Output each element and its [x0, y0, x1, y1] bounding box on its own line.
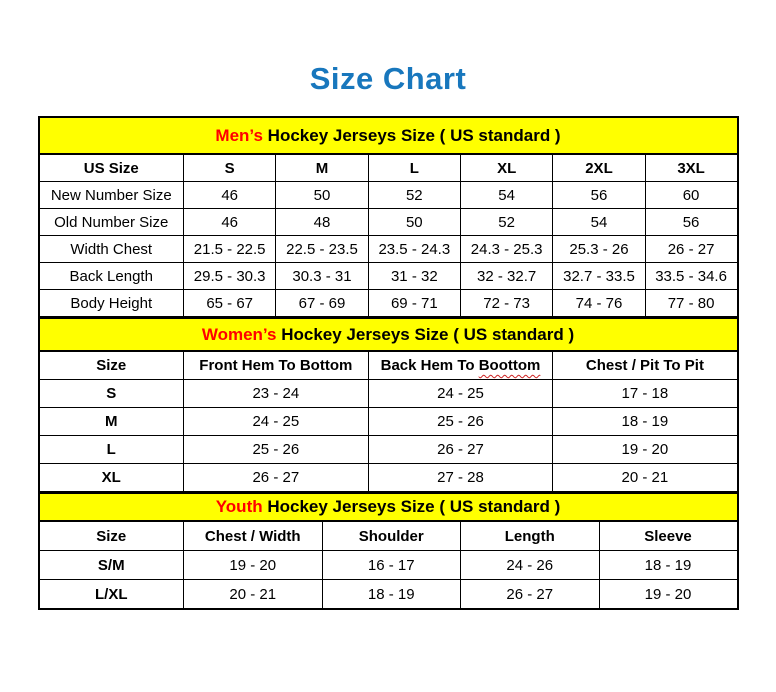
table-cell: 16 - 17 [322, 551, 461, 580]
table-row [39, 408, 738, 436]
column-header [553, 351, 738, 380]
column-header [276, 154, 368, 182]
table-cell: 33.5 - 34.6 [645, 263, 737, 290]
column-header-row [39, 521, 738, 551]
column-header [39, 351, 184, 380]
table-row [39, 464, 738, 493]
column-header-label: Front Hem To Bottom [199, 357, 353, 375]
table-cell: 21.5 - 22.5 [184, 236, 276, 263]
table-row [39, 236, 738, 263]
column-header [368, 351, 553, 380]
table-cell: 52 [368, 182, 460, 209]
column-header-label: Chest / Pit To Pit [585, 357, 704, 375]
column-header-label: US Size [83, 159, 139, 177]
table-cell: 69 - 71 [368, 290, 460, 318]
table-cell: 30.3 - 31 [276, 263, 368, 290]
table-cell: 24 - 25 [184, 408, 369, 436]
section-header [39, 117, 738, 154]
row-label: XL [39, 464, 184, 493]
column-header [599, 521, 738, 551]
table-row [39, 551, 738, 580]
table-cell: 24.3 - 25.3 [460, 236, 552, 263]
table-cell: 50 [276, 182, 368, 209]
column-header [322, 521, 461, 551]
column-header [461, 521, 600, 551]
table-cell: 60 [645, 182, 737, 209]
section-title-highlight: Youth [215, 497, 263, 517]
column-header-label: 2XL [585, 159, 613, 177]
table-cell: 26 - 27 [645, 236, 737, 263]
column-header-row [39, 351, 738, 380]
table-cell: 46 [184, 182, 276, 209]
row-label: Back Length [39, 263, 184, 290]
table-cell: 20 - 21 [553, 464, 738, 493]
column-header-label: M [315, 159, 329, 177]
row-label: S/M [39, 551, 184, 580]
table-cell: 31 - 32 [368, 263, 460, 290]
section-header-row [39, 493, 738, 521]
section-header-row [39, 318, 738, 351]
table-cell: 32.7 - 33.5 [553, 263, 645, 290]
size-chart-tables [38, 116, 739, 610]
table-cell: 19 - 20 [553, 436, 738, 464]
column-header-label: S [224, 159, 235, 177]
table-row [39, 263, 738, 290]
table-cell: 29.5 - 30.3 [184, 263, 276, 290]
table-row [39, 290, 738, 318]
table-cell: 72 - 73 [460, 290, 552, 318]
column-header [184, 521, 323, 551]
column-header [184, 351, 369, 380]
row-label: Width Chest [39, 236, 184, 263]
section-header [39, 318, 738, 351]
table-cell: 52 [460, 209, 552, 236]
column-header [184, 154, 276, 182]
column-header [368, 154, 460, 182]
table-row [39, 436, 738, 464]
table-cell: 18 - 19 [322, 580, 461, 610]
table-cell: 65 - 67 [184, 290, 276, 318]
table-cell: 22.5 - 23.5 [276, 236, 368, 263]
table-row [39, 380, 738, 408]
column-header-label: Size [96, 357, 127, 375]
table-cell: 48 [276, 209, 368, 236]
table-cell: 27 - 28 [368, 464, 553, 493]
table-cell: 25.3 - 26 [553, 236, 645, 263]
table-cell: 56 [553, 182, 645, 209]
table-cell: 25 - 26 [184, 436, 369, 464]
section-header [39, 493, 738, 521]
table-cell: 18 - 19 [553, 408, 738, 436]
section-title-text: Hockey Jerseys Size ( US standard ) [276, 324, 575, 344]
column-header-label: XL [497, 159, 517, 177]
table-cell: 26 - 27 [184, 464, 369, 493]
table-cell: 24 - 25 [368, 380, 553, 408]
section-title-highlight: Men’s [215, 125, 263, 145]
page-title: Size Chart [309, 61, 467, 96]
row-label: L [39, 436, 184, 464]
column-header-label: Shoulder [358, 527, 424, 545]
table-cell: 74 - 76 [553, 290, 645, 318]
table-cell: 23.5 - 24.3 [368, 236, 460, 263]
row-label: Body Height [39, 290, 184, 318]
column-header-row [39, 154, 738, 182]
row-label: M [39, 408, 184, 436]
youth-size-table [38, 492, 739, 610]
table-cell: 32 - 32.7 [460, 263, 552, 290]
table-row [39, 580, 738, 610]
table-cell: 56 [645, 209, 737, 236]
table-cell: 26 - 27 [368, 436, 553, 464]
column-header-label: 3XL [677, 159, 705, 177]
column-header [553, 154, 645, 182]
column-header-label: Size [96, 527, 127, 545]
womens-size-table [38, 317, 739, 493]
table-row [39, 182, 738, 209]
column-header [39, 154, 184, 182]
table-cell: 26 - 27 [461, 580, 600, 610]
table-cell: 18 - 19 [599, 551, 738, 580]
table-cell: 77 - 80 [645, 290, 737, 318]
section-title-text: Hockey Jerseys Size ( US standard ) [262, 125, 561, 145]
table-cell: 17 - 18 [553, 380, 738, 408]
column-header [460, 154, 552, 182]
table-cell: 19 - 20 [599, 580, 738, 610]
table-cell: 19 - 20 [184, 551, 323, 580]
section-title-highlight: Women’s [201, 324, 277, 344]
table-cell: 54 [460, 182, 552, 209]
table-cell: 20 - 21 [184, 580, 323, 610]
table-cell: 67 - 69 [276, 290, 368, 318]
row-label: Old Number Size [39, 209, 184, 236]
column-header [39, 521, 184, 551]
column-header [645, 154, 737, 182]
section-header-row [39, 117, 738, 154]
table-cell: 46 [184, 209, 276, 236]
column-header-label: Chest / Width [204, 527, 301, 545]
table-row [39, 209, 738, 236]
table-cell: 23 - 24 [184, 380, 369, 408]
column-header-label: Sleeve [644, 527, 692, 545]
row-label: S [39, 380, 184, 408]
row-label: L/XL [39, 580, 184, 610]
misspelled-word: Boottom [478, 357, 541, 375]
column-header-label: Back Hem To [380, 357, 479, 375]
table-cell: 50 [368, 209, 460, 236]
section-title-text: Hockey Jerseys Size ( US standard ) [262, 497, 561, 517]
row-label: New Number Size [39, 182, 184, 209]
table-cell: 25 - 26 [368, 408, 553, 436]
table-cell: 24 - 26 [461, 551, 600, 580]
table-cell: 54 [553, 209, 645, 236]
column-header-label: Length [504, 527, 555, 545]
mens-size-table [38, 116, 739, 318]
column-header-label: L [409, 159, 419, 177]
